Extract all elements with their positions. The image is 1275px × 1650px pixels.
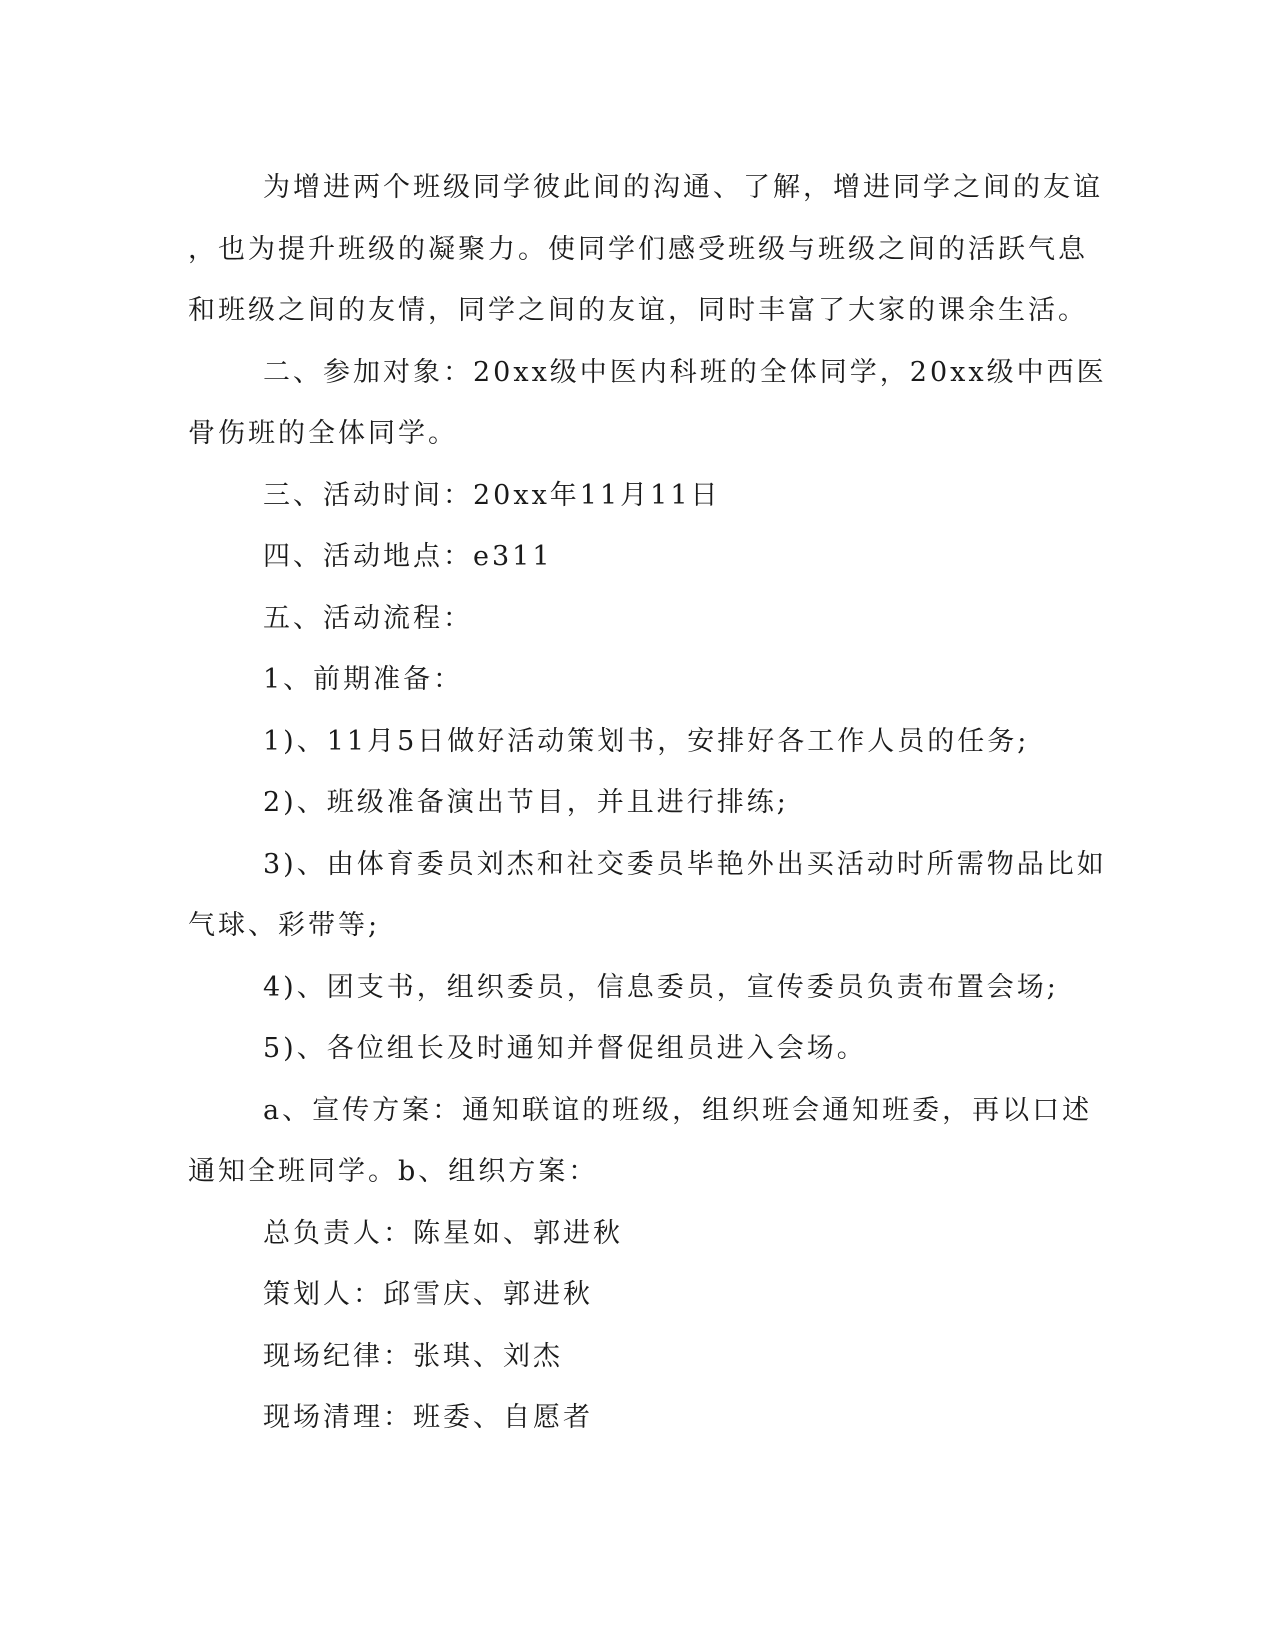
text-line: 1、前期准备： [263,664,464,695]
text-line: a、宣传方案：通知联谊的班级，组织班会通知班委，再以口述 [263,1094,1093,1126]
text-line: ，也为提升班级的凝聚力。使同学们感受班级与班级之间的活跃气息 [188,233,1088,265]
text-line: 四、活动地点：e311 [263,541,553,572]
text-line: 1)、11月5日做好活动策划书，安排好各工作人员的任务; [263,725,1030,757]
text-line: 为增进两个班级同学彼此间的沟通、了解，增进同学之间的友谊 [263,172,1103,203]
text-line: 策划人：邱雪庆、郭进秋 [263,1279,593,1310]
text-line: 4)、团支书，组织委员，信息委员，宣传委员负责布置会场; [263,971,1059,1003]
text-line: 和班级之间的友情，同学之间的友谊，同时丰富了大家的课余生活。 [188,295,1088,326]
text-line: 3)、由体育委员刘杰和社交委员毕艳外出买活动时所需物品比如 [263,848,1107,880]
text-line: 气球、彩带等; [188,910,381,941]
text-line: 二、参加对象：20xx级中医内科班的全体同学，20xx级中西医 [263,356,1107,388]
document-body [188,157,1107,1449]
text-line: 五、活动流程： [263,602,473,634]
text-line: 骨伤班的全体同学。 [188,418,458,449]
text-line: 现场清理：班委、自愿者 [263,1402,593,1433]
text-line: 三、活动时间：20xx年11月11日 [263,479,721,511]
text-line: 2)、班级准备演出节目，并且进行排练; [263,787,789,818]
text-line: 通知全班同学。b、组织方案： [188,1156,599,1187]
text-line: 总负责人：陈星如、郭进秋 [263,1217,623,1249]
text-line: 5)、各位组长及时通知并督促组员进入会场。 [263,1033,867,1064]
text-line: 现场纪律：张琪、刘杰 [263,1340,563,1372]
